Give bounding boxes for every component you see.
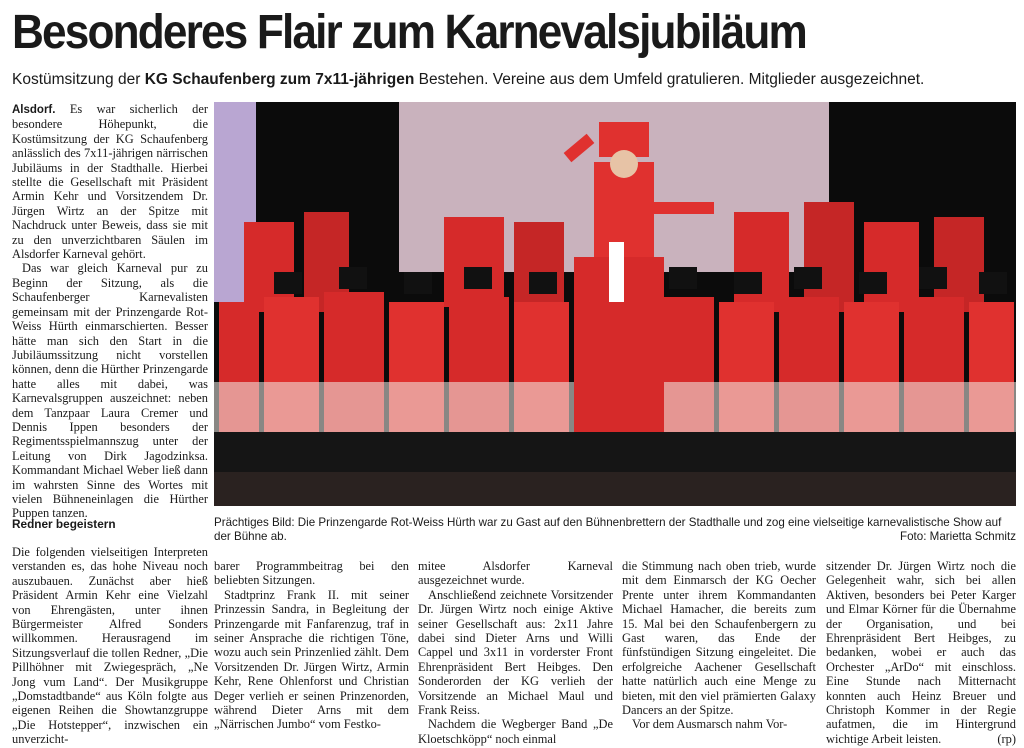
subline-bold: KG Schaufenberg zum 7x11-jährigen [144, 71, 415, 88]
column-2-text-a: barer Programmbeitrag bei den beliebten Sitzungen. [214, 559, 409, 588]
column-4-text-a: die Stimmung nach oben trieb, wurde mit dem Einmarsch der KG Oecher Prente unter ihrem Kommandanten Michael Hamacher, die bereits zum 15. Mal bei den Schaufenbergern zu Gast waren, das Ende der fünfstündigen Sitzung eingeleitet. Die erfolgreiche Aachener Gesellschaft hatte natürlich auch eine Menge zu bieten, mit den viel prämierten Galaxy Dancers an der Spitze. [622, 559, 816, 718]
column-5 [826, 559, 1016, 746]
subline-post: Bestehen. Vereine aus dem Umfeld gratulieren. Mitglieder ausgezeichnet. [414, 71, 925, 88]
lead-p1-text: Es war sicherlich der besondere Höhepunkt, die Kostümsitzung der KG Schaufenberg anlässlich des 7x11-jährigen närrischen Jubiläums in der Stadthalle. Hierbei stellte die Gesellschaft mit Präsident Armin Kehr und Vorsitzendem Dr. Jürgen Wirtz an der Spitze mit Nachdruck unter Beweis, dass sie mit zu den unverzichtbaren Säulen im Alsdorfer Karneval gehört. [12, 102, 208, 262]
column-3-text-b: Anschließend zeichnete Vorsitzender Dr. Jürgen Wirtz noch einige Aktive seiner Gesellschaft aus: 2x11 Jahre dabei sind Dieter Arns und Willi Cappel und 3x11 in vorderster Front Ehrenpräsident Bert Heibges. Den Sonderorden der KG verlieh der Vorsitzende an Michael Maul und Frank Reiss. [418, 587, 613, 718]
subline [12, 70, 1016, 90]
column-5-text [826, 559, 1016, 746]
lead-paragraph-2: Das war gleich Karneval pur zu Beginn der Sitzung, als die Schaufenberger Karnevalisten gemeinsam mit der Prinzengarde Rot-Weiss Hürth einmarschierten. Besser hätte man sich den Start in die Jubiläumssitzung nicht vorstellen können, denn die Hürther Prinzengarde hatte alles mit dabei, was Karnevalsgruppen auszeichnet: neben dem Tanzpaar Laura Cremer und Dennis Ippen besonders der Regimentsspielmannszug unter der Leitung von Dirk Jagodzinksa. Kommandant Michael Weber ließ dann im wahrsten Sinne des Wortes mit vielen Bühneneinlagen die Hürther Puppen tanzen. [12, 261, 208, 521]
column-4 [622, 559, 816, 732]
subline-pre: Kostümsitzung der [12, 71, 145, 88]
stage-photo-illustration [214, 102, 1016, 506]
column-2-text-b: Stadtprinz Frank II. mit seiner Prinzessin Sandra, in Begleitung der Prinzengarde mit Fanfarenzug, traf in seiner Ansprache die richtigen Töne, wozu auch sein Prinzenlied zählt. Dem Vorsitzenden Dr. Jürgen Wirtz, Armin Kehr, Rene Ohlenforst und Christian Deger verlieh er seinen Prinzenorden, während Dieter Arns mit dem „Närrischen Jumbo“ vom Festko- [214, 587, 409, 732]
photo-caption [214, 516, 1016, 544]
caption-text: Prächtiges Bild: Die Prinzengarde Rot-Weiss Hürth war zu Gast auf den Bühnenbrettern der Stadthalle und zog eine vielseitige karnevalistische Show auf der Bühne ab. [214, 516, 1002, 543]
headline: Besonderes Flair zum Karnevalsjubiläum [12, 6, 806, 59]
lead-column [12, 102, 208, 521]
column-3-text-c: Nachdem die Wegberger Band „De Kloetschköpp“ noch einmal [418, 717, 613, 746]
photo-credit: Foto: Marietta Schmitz [900, 530, 1016, 543]
author-tag: (rp) [997, 731, 1016, 746]
column-5-body: sitzender Dr. Jürgen Wirtz noch die Gelegenheit wahr, sich bei allen Aktiven, besonders bei Peter Karger und Elmar Körner für die Übernahme der Organisation, und bei Ehrenpräsident Bert Heibges, zu bedanken, wobei er auch das Orchester „ArDo“ mit einschloss. Eine Stunde nach Mitternacht konnten auch Heinz Breuer und Christoph Kommer in der Regie aufatmen, die im Hintergrund wichtige Arbeit leisten. [826, 559, 1016, 746]
column-1-text: Die folgenden vielseitigen Interpreten verstanden es, das hohe Niveau noch auszubauen. Zunächst aber hieß Präsident Armin Kehr eine Vielzahl von Ehrengästen, unter ihnen Bürgermeister Alfred Sonders willkommen. Herausragend im Sitzungsverlauf die tollen Redner, „Die Pillhöhner mit Zwiegespräch, „Ne Jong vum Land“. Der Musikgruppe „Domstadtbande“ aus Köln folgte aus eigenen Reihen die Showtanzgruppe „Die Hotstepper“, inzwischen ein unverzicht- [12, 545, 208, 747]
column-3-text-a: mitee Alsdorfer Karneval ausgezeichnet wurde. [418, 559, 613, 588]
column-3 [418, 559, 613, 746]
column-2 [214, 559, 409, 732]
dateline: Alsdorf. [12, 104, 56, 116]
subheading-redner: Redner begeistern [12, 517, 116, 531]
lead-paragraph-1 [12, 102, 208, 261]
column-4-text-b: Vor dem Ausmarsch nahm Vor- [632, 717, 788, 732]
column-1 [12, 545, 208, 747]
stage-photo [214, 102, 1016, 506]
